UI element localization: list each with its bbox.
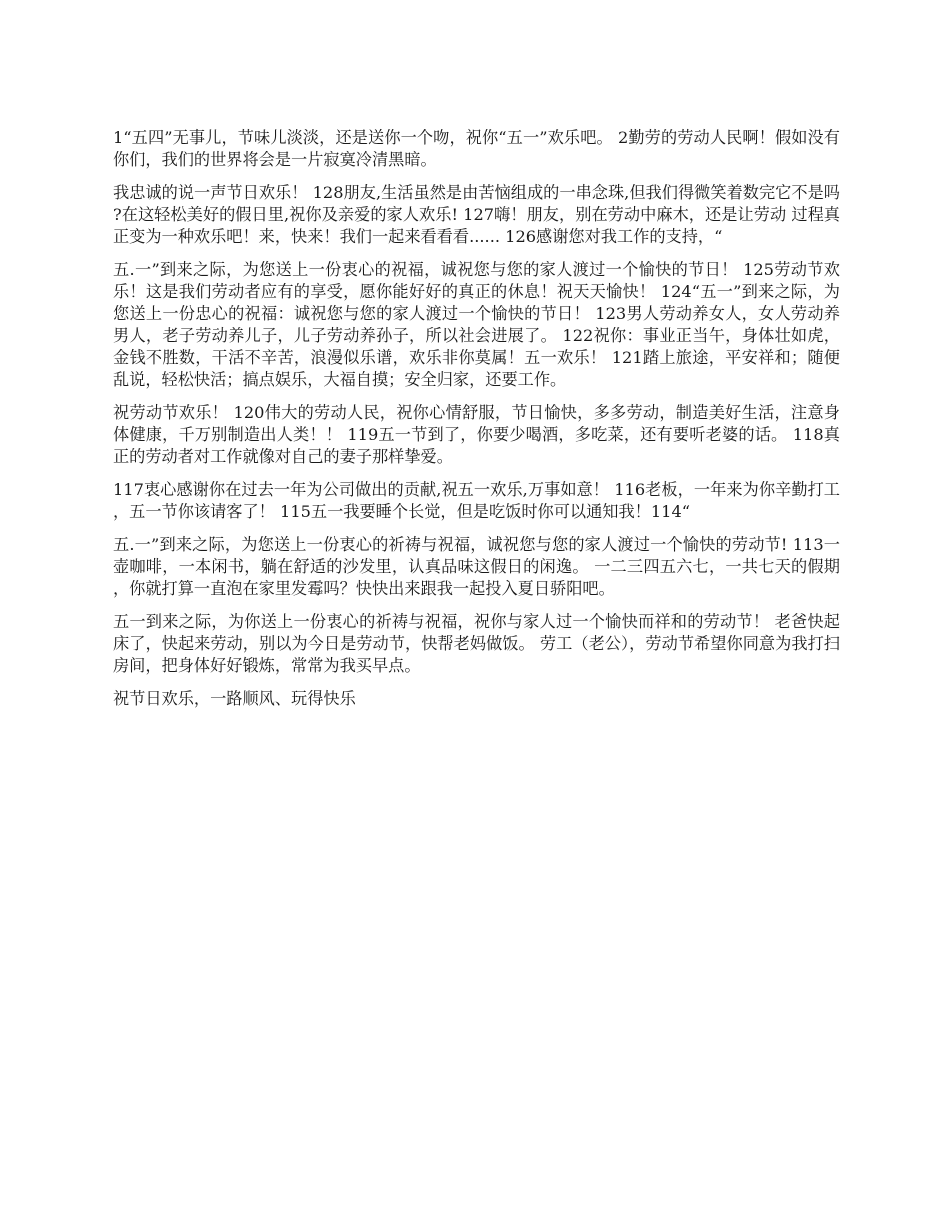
- paragraph-5: 117衷心感谢你在过去一年为公司做出的贡献,祝五一欢乐,万事如意！ 116老板，一年来为你辛勤打工，五一节你该请客了！ 115五一我要睡个长觉，但是吃饭时你可以通知我！114“: [113, 480, 840, 521]
- paragraph-4: 祝劳动节欢乐！ 120伟大的劳动人民，祝你心情舒服，节日愉快，多多劳动，制造美好生活，注意身体健康，千万别制造出人类！！ 119五一节到了，你要少喝酒，多吃菜，还有要听老婆的话。 118真正的劳动者对工作就像对自己的妻子那样挚爱。: [113, 403, 840, 466]
- paragraph-7: 五一到来之际，为你送上一份衷心的祈祷与祝福，祝你与家人过一个愉快而祥和的劳动节！ 老爸快起床了，快起来劳动，别以为今日是劳动节，快帮老妈做饭。 劳工（老公），劳动节希望你同意为我打扫房间，把身体好好锻炼，常常为我买早点。: [113, 612, 840, 675]
- document-body: [113, 127, 840, 721]
- paragraph-8: 祝节日欢乐，一路顺风、玩得快乐: [113, 689, 356, 708]
- paragraph-6: 五.一”到来之际，为您送上一份衷心的祈祷与祝福，诚祝您与您的家人渡过一个愉快的劳动节! 113一壶咖啡，一本闲书，躺在舒适的沙发里，认真品味这假日的闲逸。 一二三四五六七，一共七天的假期，你就打算一直泡在家里发霉吗？快快出来跟我一起投入夏日骄阳吧。: [113, 535, 840, 598]
- paragraph-1: 1“五四”无事儿，节味儿淡淡，还是送你一个吻，祝你“五一”欢乐吧。 2勤劳的劳动人民啊！假如没有你们，我们的世界将会是一片寂寞冷清黑暗。: [113, 128, 840, 169]
- paragraph-3: 五.一”到来之际，为您送上一份衷心的祝福，诚祝您与您的家人渡过一个愉快的节日！ 125劳动节欢乐！这是我们劳动者应有的享受，愿你能好好的真正的休息！祝天天愉快！ 124“五一”到来之际，为您送上一份忠心的祝福：诚祝您与您的家人渡过一个愉快的节日！ 123男人劳动养女人，女人劳动养男人，老子劳动养儿子，儿子劳动养孙子，所以社会进展了。 122祝你：事业正当午，身体壮如虎，金钱不胜数，干活不辛苦，浪漫似乐谱，欢乐非你莫属！五一欢乐！ 121踏上旅途，平安祥和；随便乱说，轻松快活；搞点娱乐，大福自摸；安全归家，还要工作。: [113, 260, 840, 389]
- paragraph-2: 我忠诚的说一声节日欢乐！ 128朋友,生活虽然是由苦恼组成的一串念珠,但我们得微笑着数完它不是吗?在这轻松美好的假日里,祝你及亲爱的家人欢乐! 127嗨！朋友，别在劳动中麻木，还是让劳动 过程真正变为一种欢乐吧！来，快来！我们一起来看看看...... 126感谢您对我工作的支持，“: [113, 183, 840, 246]
